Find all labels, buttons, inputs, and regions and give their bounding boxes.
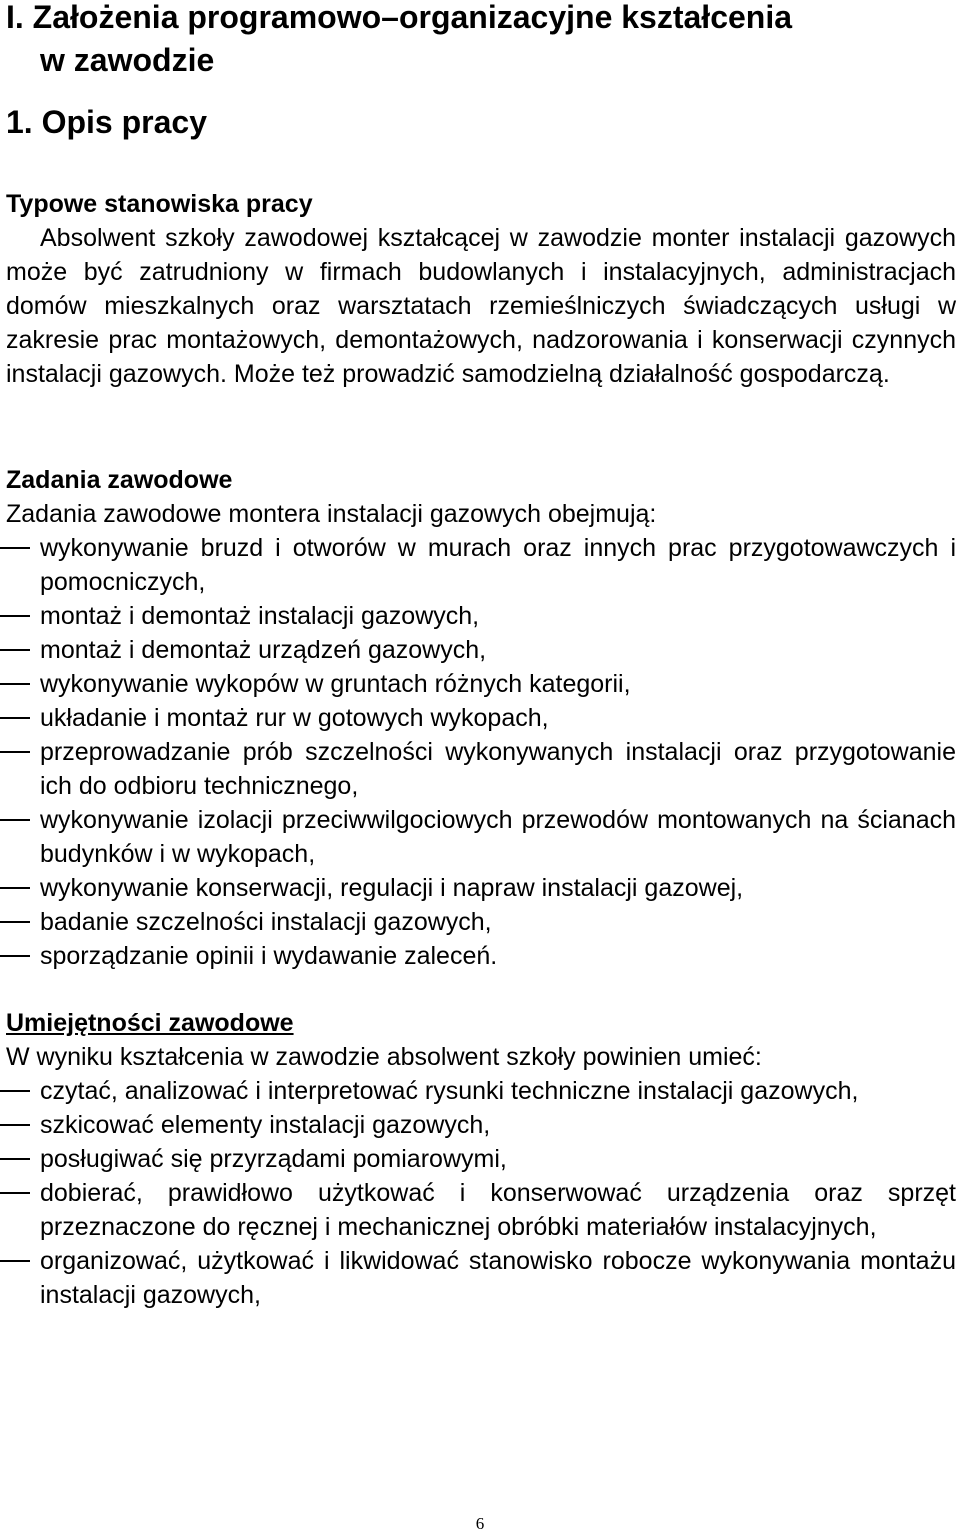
section-zadania-zawodowe	[6, 463, 956, 973]
zadania-zawodowe-list	[6, 531, 956, 973]
list-item: montaż i demontaż urządzeń gazowych,	[6, 633, 956, 667]
zadania-zawodowe-heading: Zadania zawodowe	[6, 466, 233, 494]
dash-bullet-icon	[0, 1260, 30, 1262]
dash-bullet-icon	[0, 717, 30, 719]
page-number: 6	[475, 1514, 485, 1533]
section-title: 1. Opis pracy	[6, 104, 207, 140]
dash-bullet-icon	[0, 921, 30, 923]
dash-bullet-icon	[0, 751, 30, 753]
chapter-heading-line-1: I. Założenia programowo–organizacyjne kształcenia	[6, 0, 793, 35]
list-item: wykonywanie bruzd i otworów w murach oraz innych prac przygotowawczych i pomocniczych,	[6, 531, 956, 599]
list-item: szkicować elementy instalacji gazowych,	[6, 1108, 956, 1142]
list-item: wykonywanie wykopów w gruntach różnych kategorii,	[6, 667, 956, 701]
list-item: przeprowadzanie prób szczelności wykonywanych instalacji oraz przygotowanie ich do odbioru technicznego,	[6, 735, 956, 803]
section-typowe-stanowiska	[6, 187, 956, 391]
umiejetnosci-zawodowe-heading: Umiejętności zawodowe	[6, 1009, 294, 1037]
dash-bullet-icon	[0, 1090, 30, 1092]
section-umiejetnosci-zawodowe	[6, 1006, 956, 1312]
typowe-stanowiska-text: Absolwent szkoły zawodowej kształcącej w zawodzie monter instalacji gazowych może być zatrudniony w firmach budowlanych i instalacyjnych, administracjach domów mieszkalnych oraz warsztatach rzemieślniczych świadczących usługi w zakresie prac montażowych, demontażowych, nadzorowania i konserwacji czynnych instalacji gazowych. Może też prowadzić samodzielną działalność gospodarczą.	[6, 224, 956, 388]
list-item: wykonywanie izolacji przeciwwilgociowych przewodów montowanych na ścianach budynków i w wykopach,	[6, 803, 956, 871]
list-item: sporządzanie opinii i wydawanie zaleceń.	[6, 939, 956, 973]
dash-bullet-icon	[0, 649, 30, 651]
dash-bullet-icon	[0, 683, 30, 685]
dash-bullet-icon	[0, 1192, 30, 1194]
list-item: wykonywanie konserwacji, regulacji i napraw instalacji gazowej,	[6, 871, 956, 905]
dash-bullet-icon	[0, 819, 30, 821]
list-item: posługiwać się przyrządami pomiarowymi,	[6, 1142, 956, 1176]
list-item: dobierać, prawidłowo użytkować i konserwować urządzenia oraz sprzęt przeznaczone do ręcznej i mechanicznej obróbki materiałów instalacyjnych,	[6, 1176, 956, 1244]
typowe-stanowiska-paragraph	[6, 221, 956, 391]
list-item: organizować, użytkować i likwidować stanowisko robocze wykonywania montażu instalacji gazowych,	[6, 1244, 956, 1312]
list-item: czytać, analizować i interpretować rysunki techniczne instalacji gazowych,	[6, 1074, 956, 1108]
zadania-zawodowe-lead: Zadania zawodowe montera instalacji gazowych obejmują:	[6, 500, 657, 528]
dash-bullet-icon	[0, 1124, 30, 1126]
dash-bullet-icon	[0, 615, 30, 617]
list-item: układanie i montaż rur w gotowych wykopach,	[6, 701, 956, 735]
dash-bullet-icon	[0, 955, 30, 957]
list-item: montaż i demontaż instalacji gazowych,	[6, 599, 956, 633]
dash-bullet-icon	[0, 887, 30, 889]
chapter-heading-line-2: w zawodzie	[40, 42, 215, 78]
umiejetnosci-zawodowe-lead: W wyniku kształcenia w zawodzie absolwent szkoły powinien umieć:	[6, 1043, 762, 1071]
umiejetnosci-zawodowe-list	[6, 1074, 956, 1312]
dash-bullet-icon	[0, 1158, 30, 1160]
list-item: badanie szczelności instalacji gazowych,	[6, 905, 956, 939]
dash-bullet-icon	[0, 547, 30, 549]
typowe-stanowiska-heading: Typowe stanowiska pracy	[6, 190, 313, 218]
